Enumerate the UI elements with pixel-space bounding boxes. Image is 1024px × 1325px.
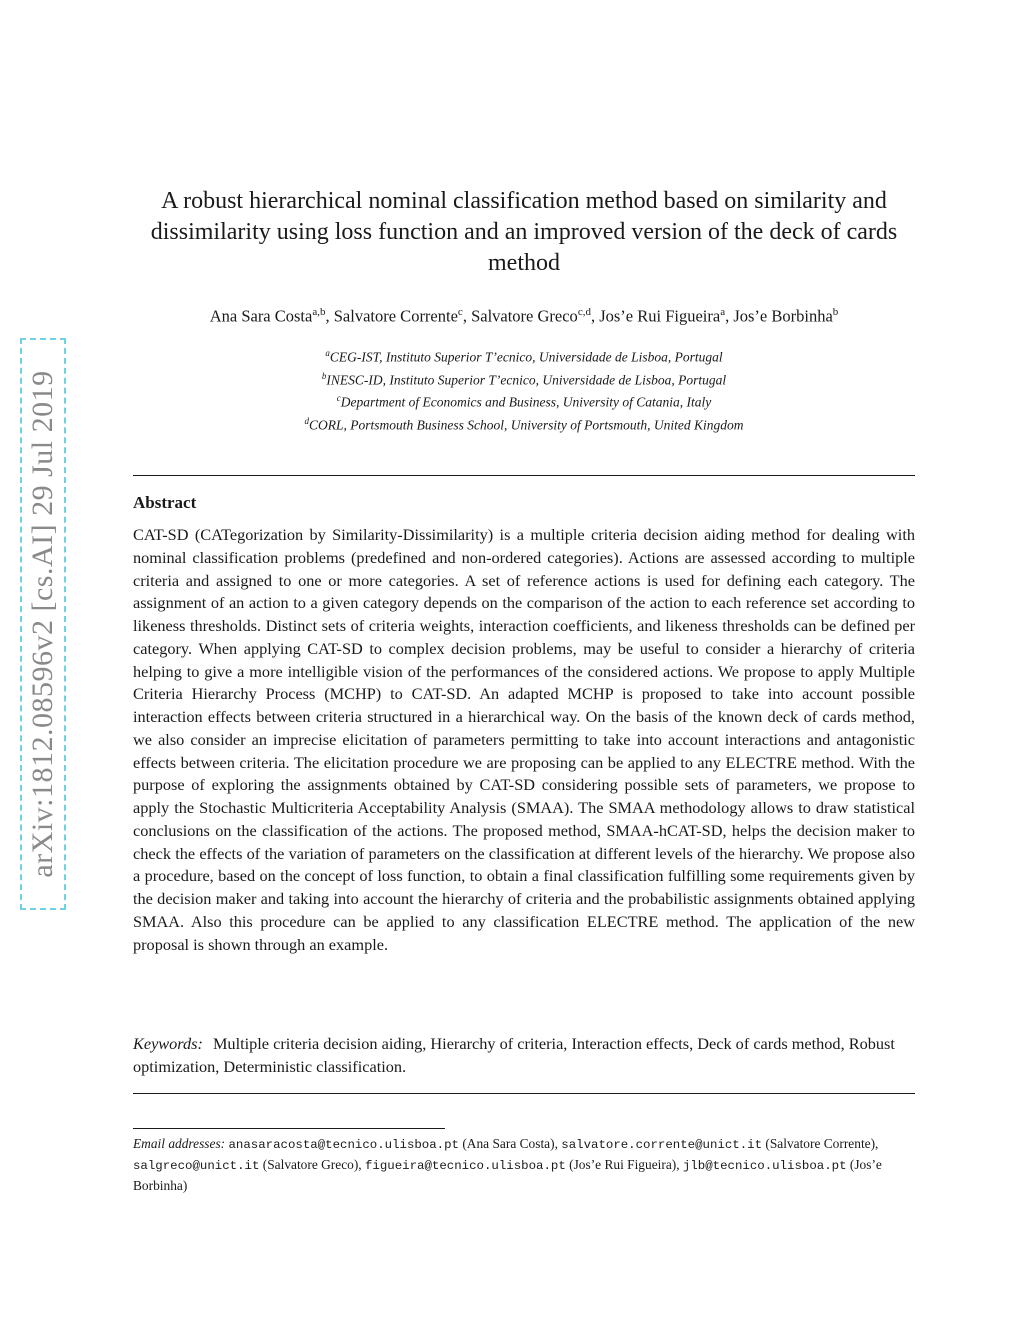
- affiliation: $^b$INESC-ID, Instituto Superior T’ecnico, Universidade de Lisboa, Portugal: [321, 370, 727, 387]
- author-affil-mark: a,b: [312, 306, 326, 318]
- author-affil-mark: c: [457, 306, 463, 318]
- abstract-text: CAT-SD (CATegorization by Similarity-Dissimilarity) is a multiple criteria decision aiding method for dealing with nominal classification problems (predefined and non-ordered categories). Actions are assessed according to multiple criteria and assigned to one or more categories. A set of reference actions is used for defining each category. The assignment of an action to a given category depends on the comparison of the action to each reference set according to likeness thresholds. Distinct sets of criteria weights, interaction coefficients, and likeness thresholds can be defined per category. When applying CAT-SD to complex decision problems, may be useful to consider a hierarchy of criteria helping to give a more intelligible vision of the performances of the considered actions. We propose to apply Multiple Criteria Hierarchy Process (MCHP) to CAT-SD. An adapted MCHP is proposed to take into account possible interaction effects between criteria structured in a hierarchical way. On the basis of the known deck of cards method, we also consider an imprecise elicitation of parameters permitting to take into account interactions and antagonistic effects between criteria. The elicitation procedure we are proposing can be applied to any ELECTRE method. With the purpose of exploring the assignments obtained by CAT-SD considering possible sets of parameters, we propose to apply the Stochastic Multicriteria Acceptability Analysis (SMAA). The SMAA methodology allows to draw statistical conclusions on the classification of the actions. The proposed method, SMAA-hCAT-SD, helps the decision maker to check the effects of the variation of parameters on the classification at different levels of the hierarchy. We propose also a procedure, based on the concept of loss function, to obtain a final classification fulfilling some requirements given by the decision maker and taking into account the hierarchy of criteria and the probabilistic assignments obtained applying SMAA. Also this procedure can be applied to any classification ELECTRE method. The application of the new proposal is shown through an example.: [133, 525, 915, 954]
- keywords-text: Multiple criteria decision aiding, Hierarchy of criteria, Interaction effects, Deck of cards method, Robust optimization, Deterministic classification.: [133, 1034, 895, 1076]
- email-link[interactable]: salvatore.corrente@unict.it: [561, 1138, 763, 1152]
- email-link[interactable]: figueira@tecnico.ulisboa.pt: [365, 1159, 566, 1173]
- affiliation-list: [120, 344, 928, 434]
- author-name: Salvatore Corrente: [333, 306, 458, 326]
- footnote-rule: [133, 1128, 445, 1129]
- author-affil-mark: b: [832, 306, 839, 318]
- email-link[interactable]: salgreco@unict.it: [133, 1159, 260, 1173]
- paper-title: A robust hierarchical nominal classification method based on similarity and dissimilarity using loss function and an improved version of the deck of cards method: [150, 188, 898, 276]
- keywords: [133, 1033, 915, 1079]
- bottom-rule: [133, 1093, 915, 1094]
- affiliation: $^a$CEG-IST, Instituto Superior T’ecnico, Universidade de Lisboa, Portugal: [325, 348, 723, 365]
- top-rule: [133, 475, 915, 476]
- keywords-label: Keywords:: [133, 1034, 203, 1053]
- arxiv-id: arXiv:1812.08596v2 [cs.AI] 29 Jul 2019: [26, 370, 59, 878]
- affiliation: $^d$CORL, Portsmouth Business School, University of Portsmouth, United Kingdom: [304, 415, 744, 432]
- affiliation: $^c$Department of Economics and Business, University of Catania, Italy: [336, 393, 712, 410]
- author-affil-mark: a: [720, 306, 726, 318]
- footnote-label: Email addresses:: [133, 1136, 226, 1151]
- author-name: Jos’e Borbinha: [733, 306, 833, 326]
- author-name: Ana Sara Costa: [209, 306, 313, 326]
- footnote-emails: Email addresses: anasaracosta@tecnico.ulisboa.pt (Ana Sara Costa), salvatore.corrente@unict.it (Salvatore Corrente), salgreco@unict.it (Salvatore Greco), figueira@tecnico.ulisboa.pt (Jos’e Rui Figueira), jlb@tecnico.ulisboa.pt (Jos’e Borbinha): [133, 1136, 882, 1193]
- email-link[interactable]: anasaracosta@tecnico.ulisboa.pt: [228, 1138, 459, 1152]
- arxiv-stamp: [20, 338, 66, 910]
- author-list: Ana Sara Costa$^{a,b}$, Salvatore Corrente$^c$, Salvatore Greco$^{c,d}$, Jos’e Rui Figueira$^a$, Jos’e Borbinha$^b$: [209, 306, 839, 326]
- author-affil-mark: c,d: [577, 306, 591, 318]
- email-link[interactable]: jlb@tecnico.ulisboa.pt: [682, 1159, 847, 1173]
- abstract-heading: Abstract: [133, 493, 197, 512]
- author-name: Salvatore Greco: [471, 306, 578, 326]
- author-name: Jos’e Rui Figueira: [599, 306, 721, 326]
